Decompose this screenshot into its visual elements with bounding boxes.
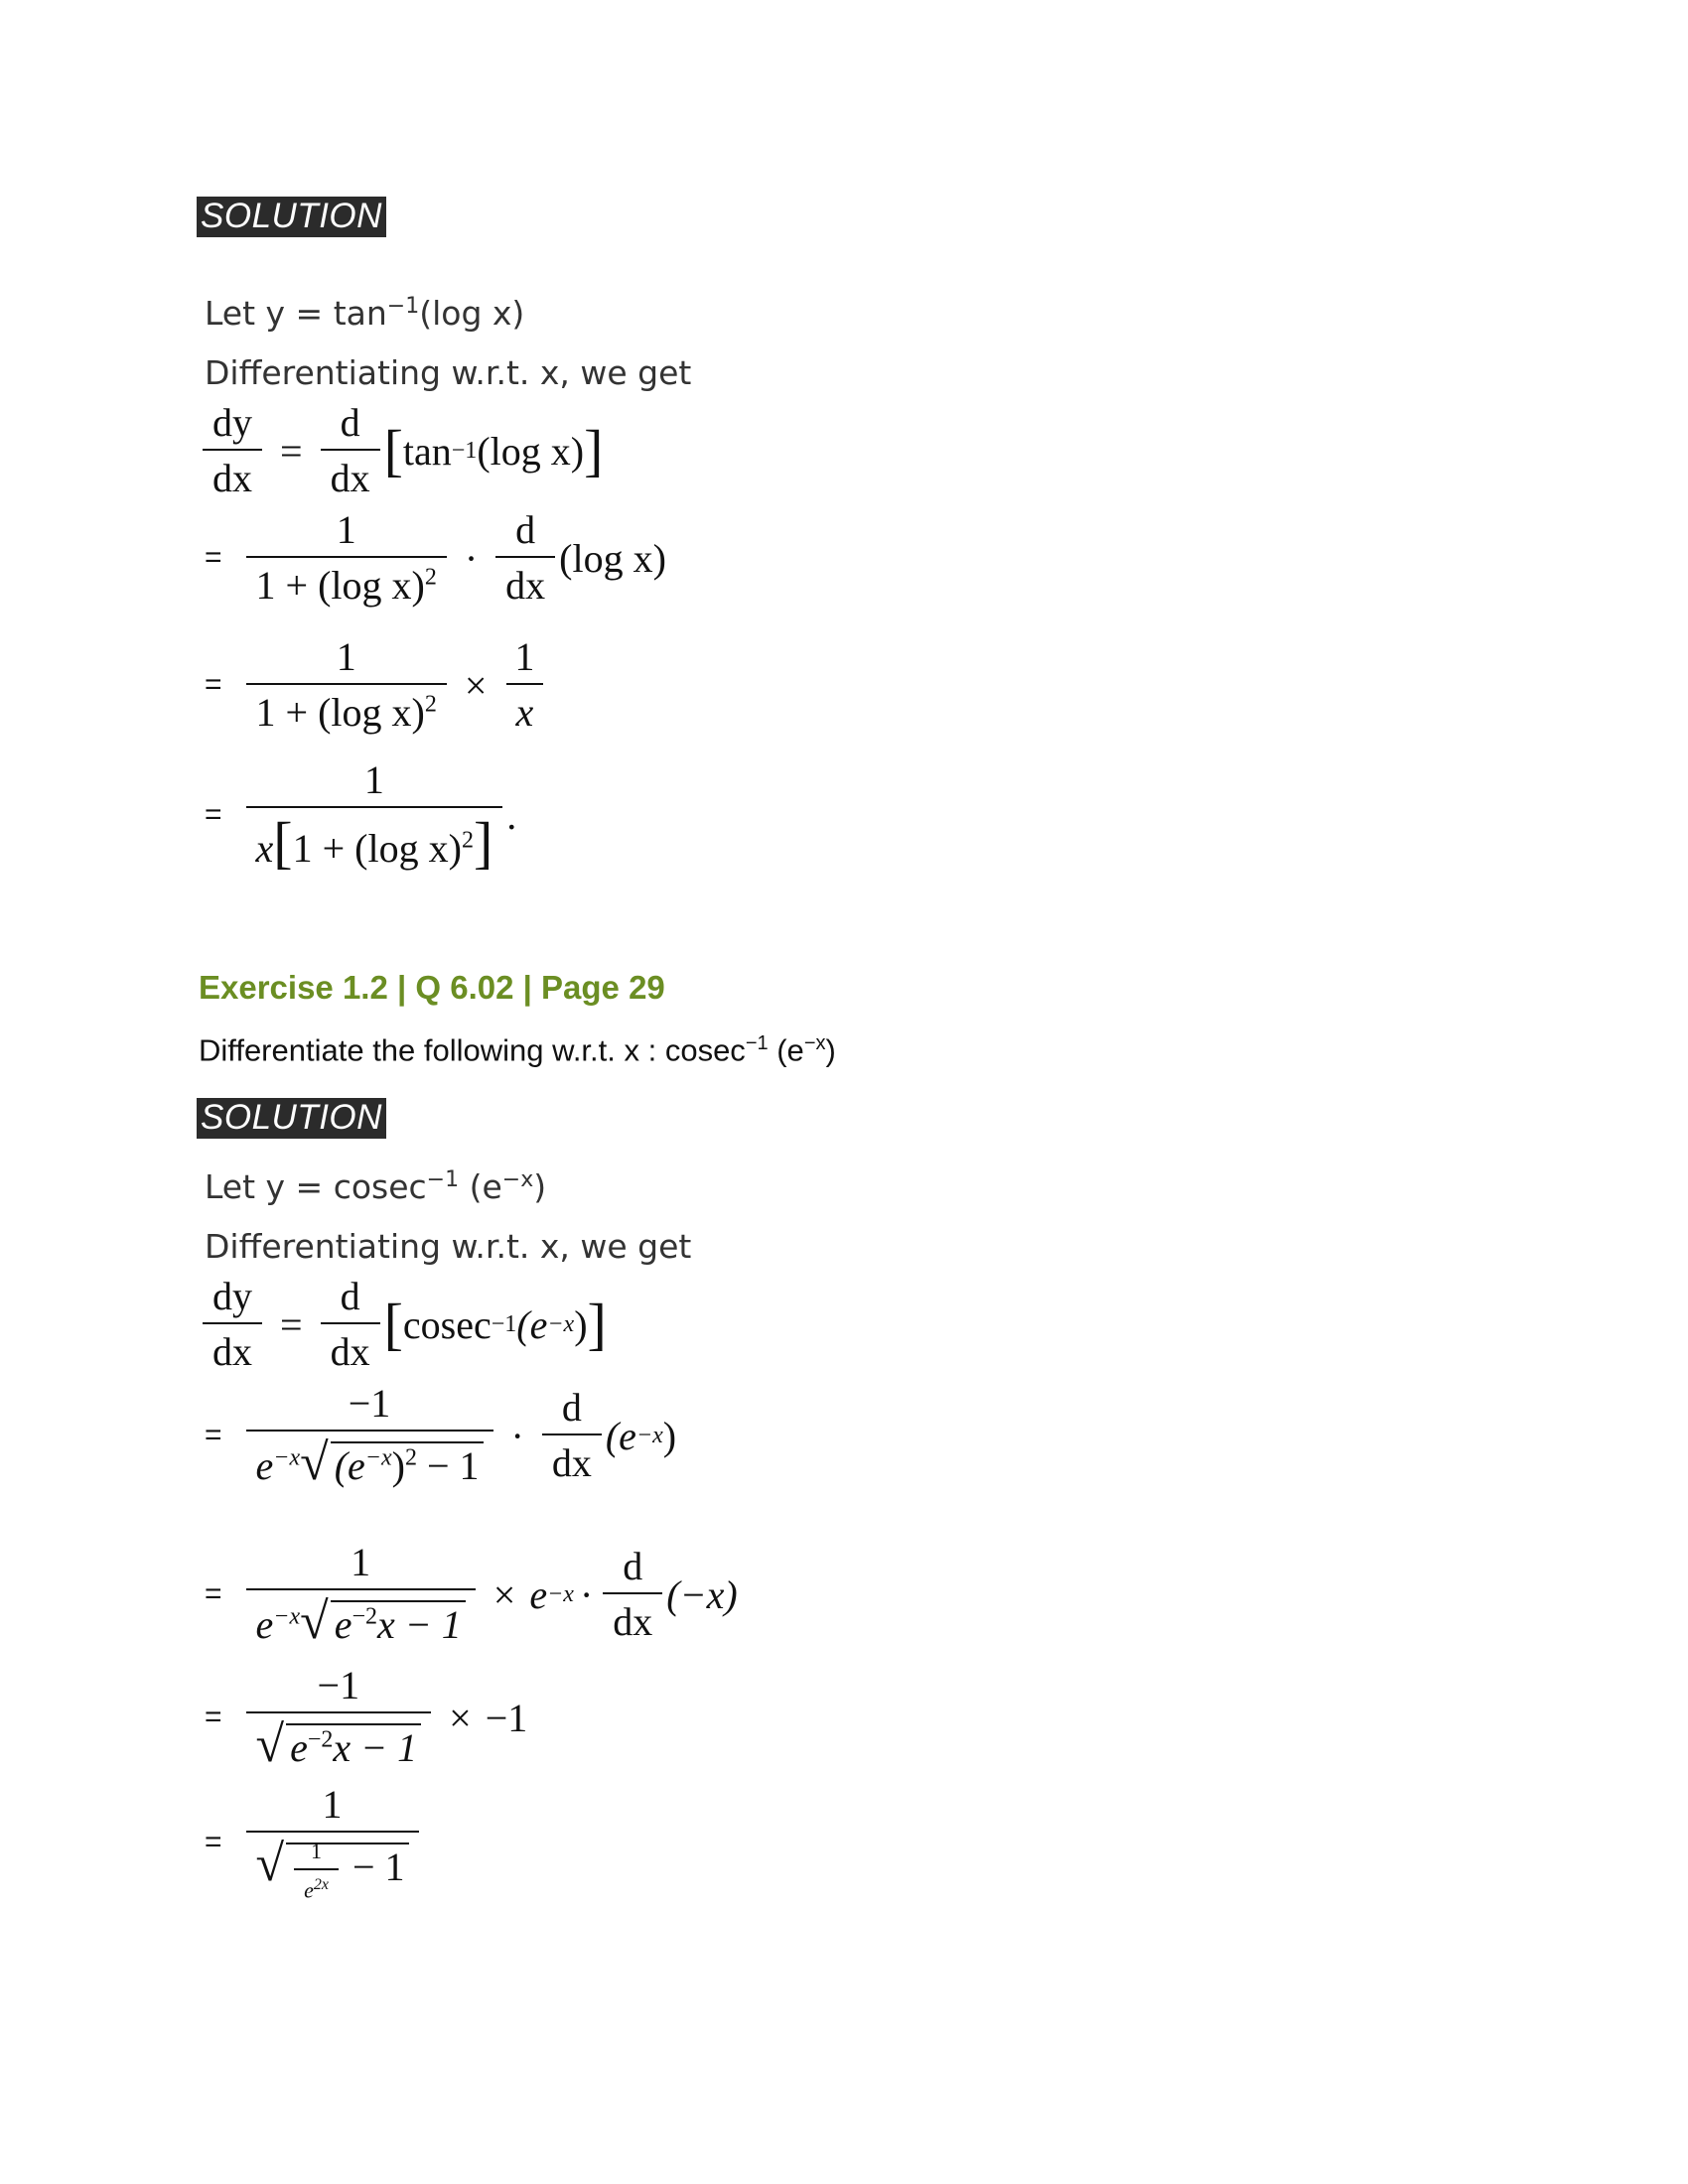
- small-fraction: [294, 1840, 339, 1902]
- neg-x-sup: −x: [635, 1422, 663, 1448]
- numerator: dy: [212, 400, 252, 445]
- neg-x-sup: −x: [364, 1444, 392, 1471]
- close-paren: ): [574, 1301, 588, 1347]
- sqrt-body: [331, 1441, 484, 1488]
- fraction-d-dx: [542, 1386, 602, 1485]
- denominator: $e^{-x}√$ $e^{-2}x - 1$: [246, 1588, 476, 1648]
- sqrt-body: [331, 1600, 466, 1647]
- e-var: e: [255, 1602, 274, 1647]
- solution-badge: SOLUTION: [197, 197, 386, 237]
- denominator: dx: [321, 1322, 380, 1374]
- let-sup: −1: [386, 294, 420, 319]
- numerator: d: [340, 400, 360, 445]
- e2x-sup: 2x: [313, 1875, 329, 1893]
- solution-badge: SOLUTION: [197, 1098, 386, 1139]
- denominator: √ $e^{-2}x - 1$: [246, 1711, 432, 1771]
- numerator: 1: [311, 1839, 323, 1864]
- differentiating-text: Differentiating w.r.t. x, we get: [205, 1227, 692, 1266]
- numerator: 1: [514, 634, 535, 679]
- equation-1-4: [199, 757, 517, 875]
- denominator: [294, 1868, 339, 1903]
- differentiating-text: Differentiating w.r.t. x, we get: [205, 353, 692, 392]
- let-statement: [205, 1167, 546, 1206]
- neg-x-sup: −x: [547, 1310, 575, 1337]
- fraction-d-dx: [603, 1545, 662, 1644]
- equals-sign: =: [205, 541, 222, 574]
- fraction: [246, 757, 503, 875]
- equation-2-4: [199, 1664, 527, 1771]
- numerator: 1: [336, 507, 356, 552]
- denominator: dx: [495, 556, 555, 608]
- fraction-d-dx: [321, 401, 380, 500]
- fraction-d-dx: [321, 1275, 380, 1374]
- numerator: 1: [351, 1540, 371, 1584]
- question-sup: −1: [745, 1032, 769, 1054]
- square-sup: 2: [404, 1444, 417, 1471]
- numerator: 1: [336, 634, 356, 679]
- e-open: (e: [516, 1301, 548, 1347]
- e-var: e: [529, 1571, 548, 1617]
- fraction: [504, 635, 544, 735]
- numerator: d: [340, 1274, 360, 1318]
- times-operator: ×: [449, 1695, 472, 1740]
- tan-text: tan: [402, 428, 452, 474]
- fraction-dy-dx: [203, 1275, 262, 1374]
- dot-operator: ·: [464, 535, 479, 581]
- neg-x-sup: −x: [273, 1444, 301, 1471]
- equation-2-5: [199, 1783, 423, 1902]
- denominator: dx: [542, 1433, 602, 1485]
- square-sup: 2: [461, 827, 474, 854]
- fraction: [246, 635, 447, 735]
- equation-2-3: [199, 1541, 738, 1648]
- dot-operator: ·: [579, 1571, 594, 1617]
- fraction: [246, 1382, 493, 1489]
- equation-1-3: [199, 635, 548, 735]
- let-text: Let y = tan: [205, 294, 387, 333]
- equals-sign: =: [280, 428, 303, 474]
- equals-sign: =: [205, 1826, 222, 1859]
- denominator: [246, 556, 447, 608]
- question-end: ): [825, 1032, 836, 1068]
- fraction-d-dx: [495, 508, 555, 608]
- equals-sign: =: [280, 1301, 303, 1347]
- equation-2-2: [199, 1382, 676, 1489]
- times-operator: ×: [464, 662, 488, 708]
- numerator: d: [561, 1385, 582, 1430]
- minus-one: −1: [485, 1695, 528, 1740]
- e-open: (e: [334, 1443, 365, 1488]
- question-main: Differentiate the following w.r.t. x : cosec: [199, 1032, 746, 1068]
- fraction: [246, 1541, 476, 1648]
- den-text: 1 + (log x): [255, 563, 425, 608]
- equals-sign: =: [205, 798, 222, 831]
- let-sup: −1: [426, 1167, 460, 1192]
- neg-x-sup: −x: [547, 1580, 574, 1607]
- denominator: dx: [203, 1322, 262, 1374]
- let-tail: (log x): [419, 294, 525, 333]
- inverse-sup: −1: [451, 437, 478, 464]
- den-text: 1 + (log x): [292, 826, 462, 871]
- e-open: (e: [605, 1413, 636, 1458]
- numerator: 1: [322, 1782, 343, 1827]
- den-text: 1 + (log x): [255, 690, 425, 735]
- denominator: [246, 683, 447, 735]
- question-sup2: −x: [803, 1032, 826, 1054]
- minus-one: − 1: [342, 1844, 405, 1889]
- neg2-sup: −2: [352, 1603, 378, 1630]
- let-statement: [205, 294, 524, 333]
- neg-x-paren: (−x): [666, 1571, 738, 1617]
- e-var: e: [290, 1725, 308, 1770]
- equals-sign: =: [205, 1577, 222, 1610]
- let-end: ): [533, 1167, 547, 1206]
- log-x: (log x): [477, 428, 585, 474]
- e-var: e: [334, 1602, 352, 1647]
- numerator: −1: [317, 1663, 360, 1707]
- sqrt-body: [286, 1839, 408, 1902]
- denominator: dx: [603, 1592, 662, 1644]
- fraction-dy-dx: [203, 401, 262, 500]
- minus-one: − 1: [416, 1443, 480, 1488]
- equals-sign: =: [205, 1419, 222, 1451]
- equals-sign: =: [205, 668, 222, 701]
- close-paren: ): [391, 1443, 405, 1488]
- let-text: Let y = cosec: [205, 1167, 427, 1206]
- e-var: e: [304, 1876, 314, 1902]
- numerator: d: [623, 1544, 643, 1588]
- equation-1-1: $\frac{dy}{dx}$ = $\frac{d}{dx}$ [ tan −1 (log x) ]: [199, 401, 603, 500]
- inverse-sup: −1: [491, 1310, 517, 1337]
- fraction: [246, 508, 447, 608]
- fraction: [246, 1664, 432, 1771]
- numerator: d: [515, 507, 536, 552]
- neg-x-sup: −x: [273, 1603, 301, 1630]
- exercise-title: Exercise 1.2 | Q 6.02 | Page 29: [199, 969, 665, 1006]
- denominator: x: [506, 683, 544, 735]
- numerator: −1: [348, 1381, 391, 1426]
- fraction: [246, 1783, 419, 1902]
- denominator: dx: [321, 449, 380, 500]
- square-sup: 2: [424, 691, 437, 718]
- cosec-text: cosec: [402, 1301, 492, 1347]
- neg2-sup: −2: [307, 1726, 334, 1753]
- equals-sign: =: [205, 1701, 222, 1733]
- sqrt-body: [286, 1723, 421, 1770]
- let-sup2: −x: [501, 1167, 534, 1192]
- square-sup: 2: [424, 564, 437, 591]
- log-x: (log x): [559, 535, 666, 581]
- x-minus-one: x − 1: [333, 1725, 418, 1770]
- e-var: e: [255, 1443, 274, 1488]
- denominator: $e^{-x}√$ $(e^{-x})^2 - 1$: [246, 1430, 493, 1489]
- equation-2-1: $\frac{dy}{dx}$ = $\frac{d}{dx}$ [ cosec −1 (e −x ) ]: [199, 1275, 607, 1374]
- times-operator: ×: [492, 1571, 516, 1617]
- numerator: dy: [212, 1274, 252, 1318]
- let-tail: (e: [459, 1167, 502, 1206]
- question-tail: (e: [768, 1032, 804, 1068]
- equation-1-2: [199, 508, 666, 608]
- close-paren: ): [662, 1413, 677, 1458]
- denominator: x[1 + (log x)$^2$]: [246, 806, 503, 872]
- denominator: √ $\frac{1}{e^{2x}}$ − 1: [246, 1831, 419, 1902]
- question-text: [199, 1032, 836, 1068]
- numerator: 1: [363, 757, 384, 802]
- x-minus-one: x − 1: [377, 1602, 462, 1647]
- period: .: [506, 792, 517, 838]
- x-var: x: [255, 826, 274, 871]
- dot-operator: ·: [510, 1413, 524, 1458]
- denominator: dx: [203, 449, 262, 500]
